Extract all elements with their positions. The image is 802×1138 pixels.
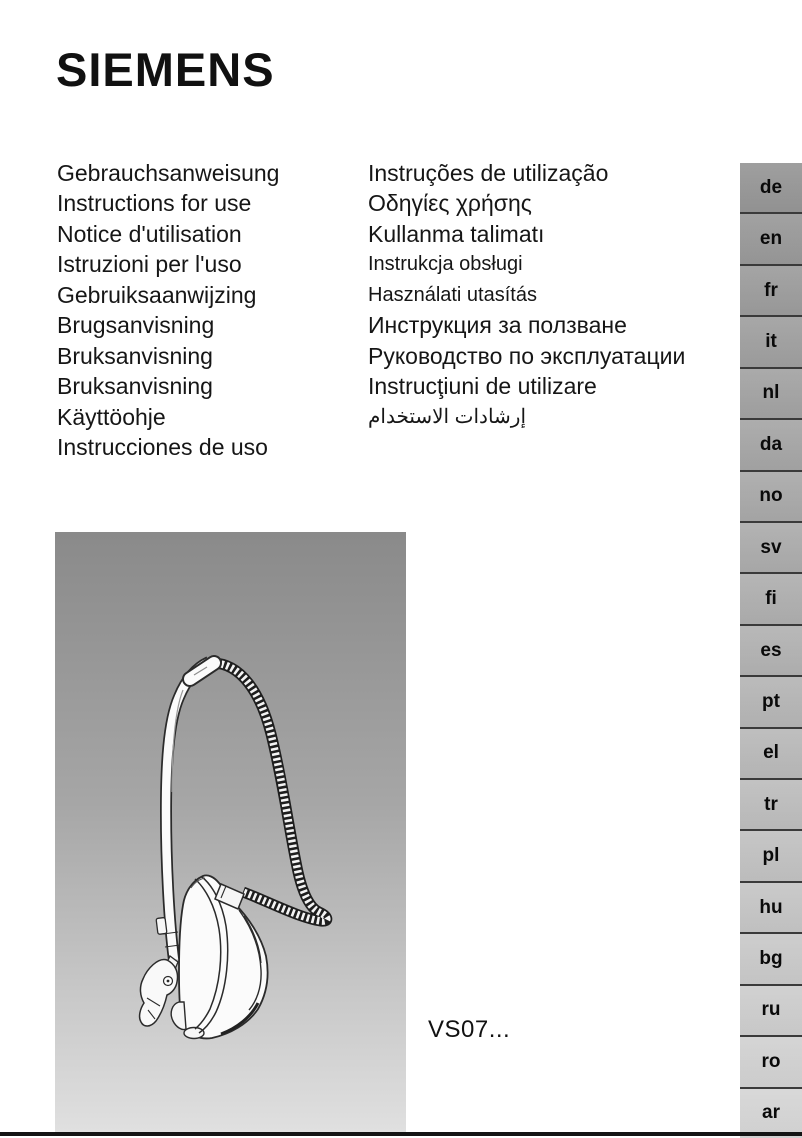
- vacuum-cleaner-drawing: [55, 532, 406, 1133]
- language-tab-ro: ro: [740, 1037, 802, 1088]
- language-tab-el: el: [740, 729, 802, 780]
- title-ro: Instrucţiuni de utilizare: [368, 373, 597, 400]
- language-tab-fr: fr: [740, 266, 802, 317]
- language-tab-ar: ar: [740, 1089, 802, 1138]
- title-bg: Инструкция за ползване: [368, 312, 627, 339]
- language-tab-bg: bg: [740, 934, 802, 985]
- title-da: Brugsanvisning: [57, 312, 215, 339]
- title-de: Gebrauchsanweisung: [57, 160, 280, 186]
- title-no: Bruksanvisning: [57, 342, 213, 369]
- title-it: Istruzioni per l'uso: [57, 251, 242, 278]
- title-el: Οδηγίες χρήσης: [368, 190, 532, 217]
- bottom-rule: [0, 1132, 802, 1136]
- language-tab-pl: pl: [740, 831, 802, 882]
- language-tab-no: no: [740, 472, 802, 523]
- language-tab-fi: fi: [740, 574, 802, 625]
- vacuum-cleaner-product-image: [55, 532, 406, 1133]
- language-tab-sv: sv: [740, 523, 802, 574]
- siemens-logo: SIEMENS: [56, 43, 275, 96]
- instruction-titles-left-column: [57, 158, 279, 463]
- language-tab-pt: pt: [740, 677, 802, 728]
- language-tab-nl: nl: [740, 369, 802, 420]
- title-fi: Käyttöohje: [57, 403, 166, 430]
- title-es: Instrucciones de uso: [57, 434, 268, 461]
- language-tab-hu: hu: [740, 883, 802, 934]
- title-tr: Kullanma talimatı: [368, 220, 545, 247]
- title-fr: Notice d'utilisation: [57, 220, 242, 247]
- instruction-titles-right-column: [368, 158, 685, 432]
- language-index-tab-bar: [740, 163, 802, 1138]
- language-tab-de: de: [740, 163, 802, 214]
- title-ar: إرشادات الاستخدام: [368, 405, 527, 428]
- language-tab-es: es: [740, 626, 802, 677]
- title-ru: Руководство по эксплуатации: [368, 342, 686, 369]
- language-tab-it: it: [740, 317, 802, 368]
- title-sv: Bruksanvisning: [57, 373, 213, 400]
- title-en: Instructions for use: [57, 190, 252, 217]
- language-tab-en: en: [740, 214, 802, 265]
- model-number: VS07...: [428, 1016, 511, 1043]
- title-hu: Használati utasítás: [368, 283, 537, 306]
- language-tab-ru: ru: [740, 986, 802, 1037]
- title-pt: Instruções de utilização: [368, 160, 609, 186]
- title-nl: Gebruiksaanwijzing: [57, 281, 257, 308]
- language-tab-tr: tr: [740, 780, 802, 831]
- title-pl: Instrukcja obsługi: [368, 253, 523, 276]
- language-tab-da: da: [740, 420, 802, 471]
